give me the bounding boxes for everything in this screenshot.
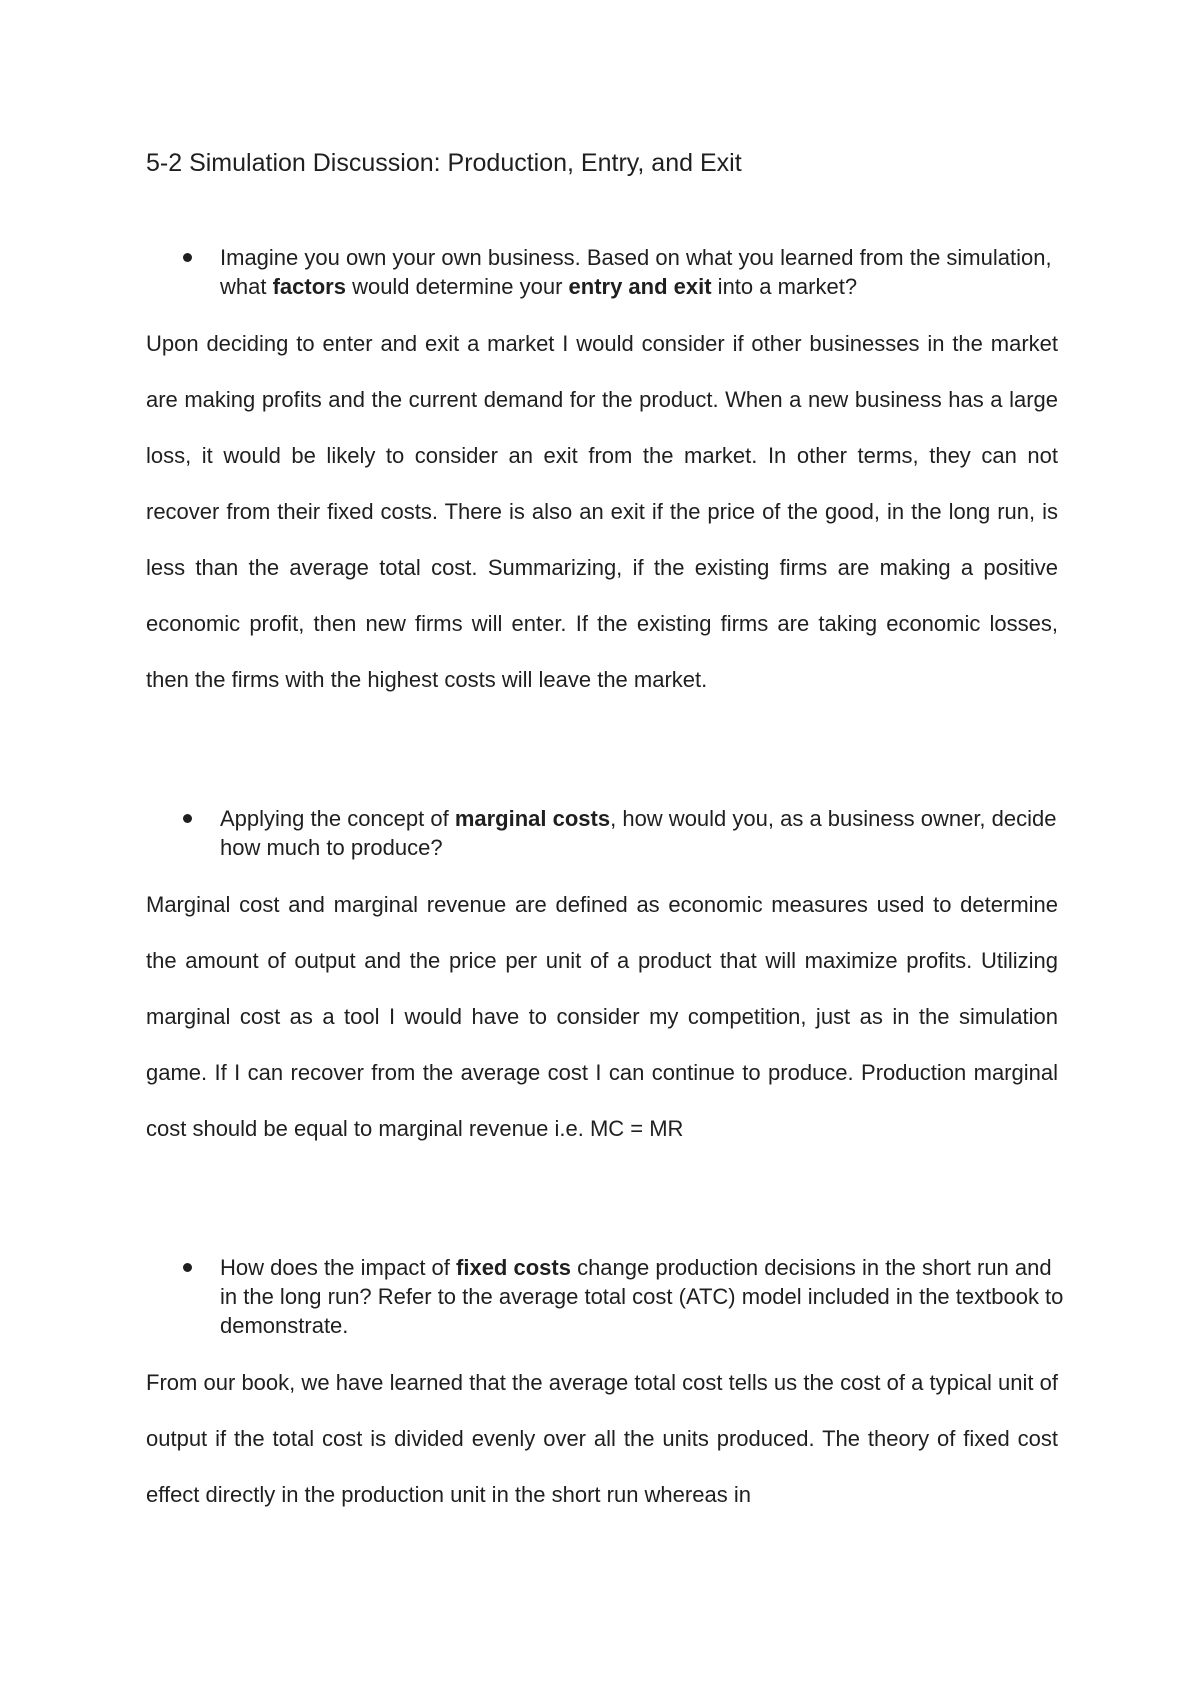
question-segment: Applying the concept of [220,806,455,831]
question-text [220,804,1070,862]
question-2 [146,804,1070,862]
bullet-icon [183,1263,192,1272]
question-segment: How does the impact of [220,1255,457,1280]
question-bold-segment: entry and exit [568,274,712,299]
page-title: 5-2 Simulation Discussion: Production, Entry, and Exit [146,149,742,177]
question-bold-segment: marginal costs [454,806,611,831]
question-segment: , how would you, as a business owner, decide how much to produce? [220,806,1057,860]
bullet-icon [183,814,192,823]
question-segment: Imagine you own your own business. Based on what you learned from the simulation, what [220,245,1052,299]
question-segment: into a market? [711,274,858,299]
question-3 [146,1253,1070,1340]
answer-3: From our book, we have learned that the average total cost tells us the cost of a typical unit of output if the total cost is divided evenly over all the units produced. The theory of fixed cost effect directly in the production unit in the short run whereas in [146,1370,1058,1507]
question-segment: would determine your [345,274,569,299]
bullet-icon [183,253,192,262]
question-segment: change production decisions in the short run and in the long run? Refer to the average total cost (ATC) model included in the textbook to demonstrate. [220,1255,1064,1338]
question-1 [146,243,1070,301]
answer-2: Marginal cost and marginal revenue are defined as economic measures used to determine the amount of output and the price per unit of a product that will maximize profits. Utilizing marginal cost as a tool I would have to consider my competition, just as in the simulation game. If I can recover from the average cost I can continue to produce. Production marginal cost should be equal to marginal revenue i.e. MC = MR [146,892,1058,1141]
question-bold-segment: factors [272,274,346,299]
answer-1: Upon deciding to enter and exit a market I would consider if other businesses in the market are making profits and the current demand for the product. When a new business has a large loss, it would be likely to consider an exit from the market. In other terms, they can not recover from their fixed costs. There is also an exit if the price of the good, in the long run, is less than the average total cost. Summarizing, if the existing firms are making a positive economic profit, then new firms will enter. If the existing firms are taking economic losses, then the firms with the highest costs will leave the market. [146,331,1058,692]
question-text [220,1253,1070,1340]
question-bold-segment: fixed costs [456,1255,571,1280]
question-text [220,243,1070,301]
